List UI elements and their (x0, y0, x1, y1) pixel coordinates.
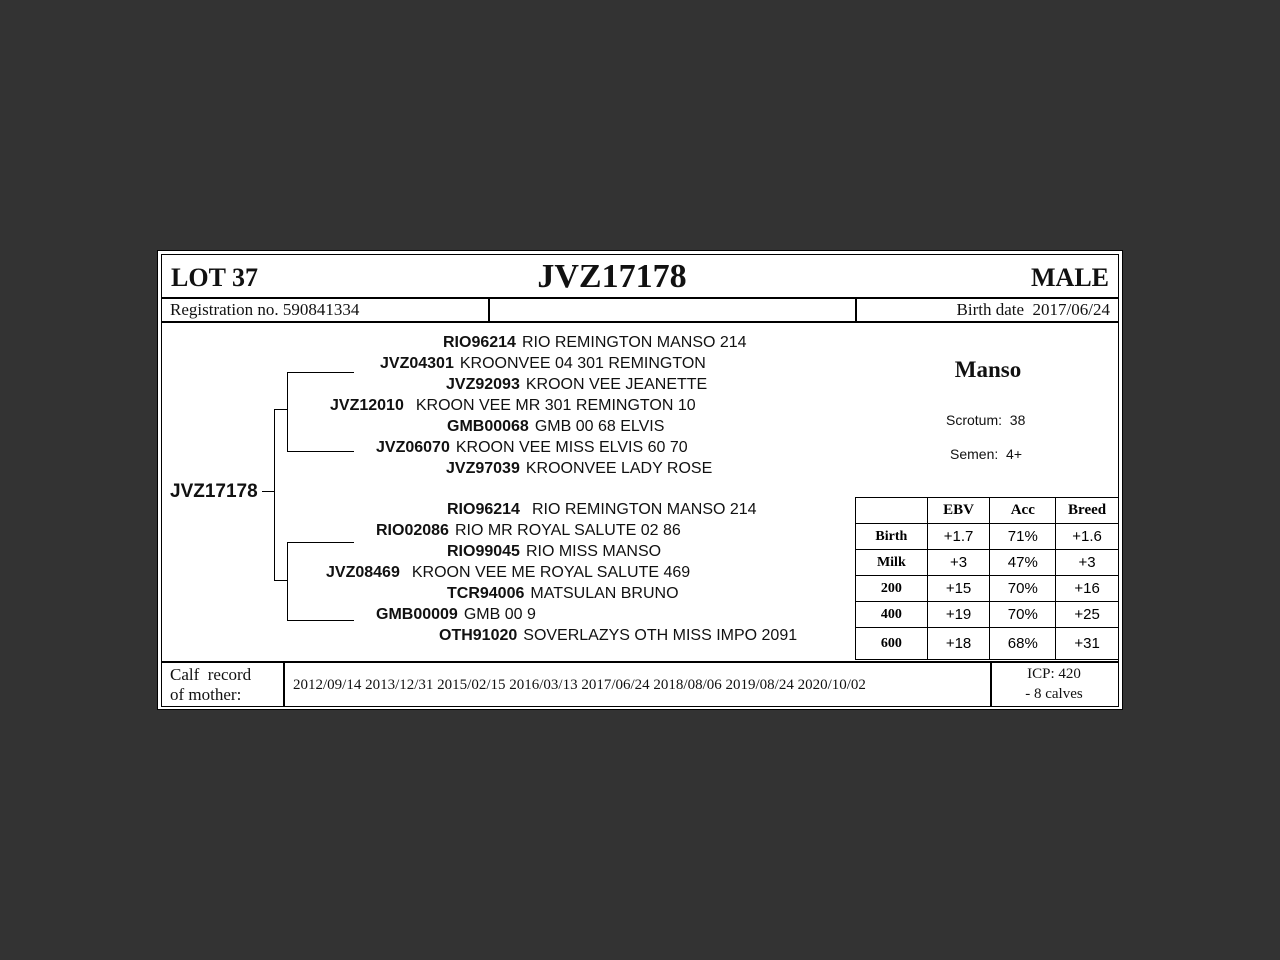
header-box (161, 254, 1119, 298)
bull-name: Manso (954, 357, 1022, 382)
pedigree-code: JVZ92093 (446, 376, 520, 393)
pedigree-name: RIO REMINGTON MANSO 214 (521, 334, 747, 351)
calf-record-dates: 2012/09/14 2013/12/31 2015/02/15 2016/03/13 2017/06/24 2018/08/06 2019/08/24 2020/10/02 (293, 677, 866, 693)
pedigree-row (376, 439, 688, 457)
pedigree-name: SOVERLAZYS OTH MISS IMPO 2091 (523, 627, 798, 644)
pedigree-name: KROON VEE MISS ELVIS 60 70 (455, 439, 688, 456)
ebv-value: +1.7 (927, 524, 990, 550)
info-middle-cell (489, 298, 856, 322)
pedigree-code: JVZ12010 (330, 397, 404, 414)
tree-line (287, 542, 288, 621)
breed-value: +1.6 (1056, 524, 1119, 550)
pedigree-row (447, 501, 757, 519)
ebv-row-label: 600 (856, 628, 928, 660)
semen-grade: Semen: 4+ (950, 446, 1022, 462)
pedigree-row (447, 418, 664, 436)
tree-line (274, 580, 287, 581)
pedigree-row (446, 460, 712, 478)
pedigree-name: MATSULAN BRUNO (530, 585, 679, 602)
breed-value: +16 (1056, 576, 1119, 602)
icp-cell (991, 662, 1119, 707)
ebv-row (856, 550, 1119, 576)
birth-date-cell (856, 298, 1119, 322)
ebv-header-ebv: EBV (927, 498, 990, 524)
ebv-value: +3 (927, 550, 990, 576)
tree-line (287, 620, 354, 621)
registration-number: Registration no. 590841334 (170, 300, 360, 319)
pedigree-code: JVZ97039 (446, 460, 520, 477)
pedigree-name: GMB 00 9 (463, 606, 536, 623)
ebv-row (856, 602, 1119, 628)
acc-value: 68% (990, 628, 1056, 660)
pedigree-row (439, 627, 797, 645)
pedigree-name: KROONVEE 04 301 REMINGTON (459, 355, 706, 372)
breed-value: +25 (1056, 602, 1119, 628)
ebv-value: +18 (927, 628, 990, 660)
ebv-header-breed: Breed (1056, 498, 1119, 524)
acc-value: 70% (990, 576, 1056, 602)
pedigree-code: RIO96214 (447, 501, 520, 518)
tree-line (287, 372, 354, 373)
pedigree-code: RIO96214 (443, 334, 516, 351)
pedigree-name: KROON VEE JEANETTE (525, 376, 708, 393)
pedigree-code: OTH91020 (439, 627, 518, 644)
sex-label: MALE (1031, 263, 1109, 292)
ebv-header-acc: Acc (990, 498, 1056, 524)
pedigree-code: JVZ04301 (380, 355, 454, 372)
ebv-row-label: 200 (856, 576, 928, 602)
calf-record-label-line1: Calf record (170, 665, 252, 684)
pedigree-code: TCR94006 (447, 585, 525, 602)
tree-line (274, 409, 287, 410)
pedigree-name: KROON VEE MR 301 REMINGTON 10 (415, 397, 696, 414)
breed-value: +31 (1056, 628, 1119, 660)
tree-line (274, 409, 275, 581)
ebv-row (856, 576, 1119, 602)
pedigree-code: GMB00068 (447, 418, 529, 435)
pedigree-code: JVZ06070 (376, 439, 450, 456)
pedigree-code: RIO99045 (447, 543, 520, 560)
ebv-row-label: Milk (856, 550, 928, 576)
pedigree-name: RIO MISS MANSO (525, 543, 662, 560)
breed-value: +3 (1056, 550, 1119, 576)
birth-date: Birth date 2017/06/24 (956, 300, 1110, 319)
icp-calves-count: - 8 calves (1025, 686, 1083, 702)
calf-record-label-cell (161, 662, 284, 707)
pedigree-row (330, 397, 696, 415)
pedigree-row (446, 376, 707, 394)
lot-number: LOT 37 (171, 263, 258, 292)
calf-record-label-line2: of mother: (170, 685, 242, 704)
pedigree-name: KROON VEE ME ROYAL SALUTE 469 (411, 564, 691, 581)
pedigree-row (447, 585, 679, 603)
ebv-row-label: Birth (856, 524, 928, 550)
tree-line (262, 491, 274, 492)
pedigree-row (447, 543, 661, 561)
pedigree-row (326, 564, 690, 582)
ebv-header-blank (856, 498, 928, 524)
pedigree-row (380, 355, 706, 373)
pedigree-name: RIO REMINGTON MANSO 214 (531, 501, 757, 518)
acc-value: 47% (990, 550, 1056, 576)
pedigree-row (376, 606, 536, 624)
ebv-table (855, 497, 1119, 660)
lot-card (157, 250, 1123, 710)
scrotum-measure: Scrotum: 38 (946, 412, 1026, 428)
pedigree-name: KROONVEE LADY ROSE (525, 460, 713, 477)
tree-line (287, 451, 354, 452)
animal-id-title: JVZ17178 (537, 258, 687, 295)
pedigree-code: JVZ08469 (326, 564, 400, 581)
pedigree-row (443, 334, 747, 352)
pedigree-subject: JVZ17178 (170, 481, 258, 502)
acc-value: 70% (990, 602, 1056, 628)
ebv-value: +19 (927, 602, 990, 628)
pedigree-row (376, 522, 681, 540)
ebv-row (856, 628, 1119, 660)
ebv-value: +15 (927, 576, 990, 602)
pedigree-code: RIO02086 (376, 522, 449, 539)
calf-record-dates-cell (284, 662, 991, 707)
registration-cell (161, 298, 489, 322)
pedigree-name: GMB 00 68 ELVIS (534, 418, 665, 435)
pedigree-code: GMB00009 (376, 606, 458, 623)
acc-value: 71% (990, 524, 1056, 550)
icp-value: ICP: 420 (1027, 666, 1081, 682)
tree-line (287, 542, 354, 543)
ebv-row-label: 400 (856, 602, 928, 628)
ebv-row (856, 524, 1119, 550)
pedigree-name: RIO MR ROYAL SALUTE 02 86 (454, 522, 681, 539)
ebv-header-row (856, 498, 1119, 524)
tree-line (287, 372, 288, 452)
